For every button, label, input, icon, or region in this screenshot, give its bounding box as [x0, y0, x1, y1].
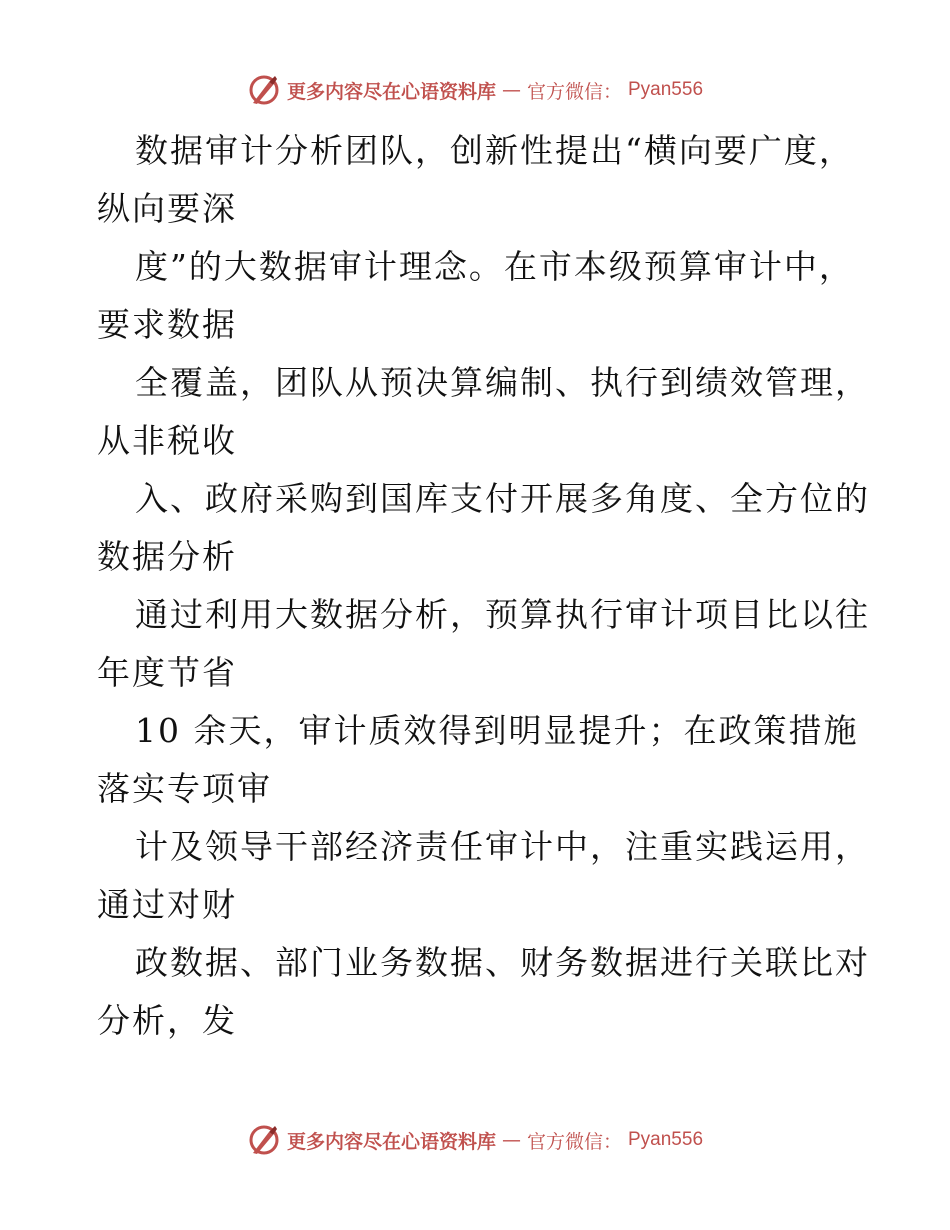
paragraph	[97, 702, 867, 818]
paragraph-line: 年度节省	[97, 653, 237, 692]
paragraph-line: 落实专项审	[97, 769, 272, 808]
paragraph-line: 通过利用大数据分析，预算执行审计项目比以往	[135, 595, 870, 634]
paragraph-line: 计及领导干部经济责任审计中，注重实践运用，	[135, 827, 870, 866]
paragraph-line: 数据审计分析团队，创新性提出“横向要广度，	[135, 131, 854, 170]
watermark-dash: —	[501, 1129, 521, 1151]
document-body	[97, 122, 870, 1050]
paragraph-line: 要求数据	[97, 305, 237, 344]
watermark-wechat-id: Pyan556	[628, 79, 704, 100]
paragraph-line: 10 余天，审计质效得到明显提升；在政策措施	[135, 711, 859, 750]
paragraph	[97, 934, 870, 1050]
paragraph	[97, 238, 867, 354]
paragraph-line: 从非税收	[97, 421, 237, 460]
paragraph-line: 通过对财	[97, 885, 237, 924]
paragraph-line: 数据分析	[97, 537, 237, 576]
paragraph-line: 全覆盖，团队从预决算编制、执行到绩效管理，	[135, 363, 870, 402]
paragraph	[97, 818, 870, 934]
watermark-brand: 更多内容尽在心语资料库	[286, 80, 496, 103]
watermark-official-label: 官方微信：	[526, 80, 622, 103]
paragraph-line: 纵向要深	[97, 189, 237, 228]
watermark-wechat-id: Pyan556	[628, 1129, 704, 1150]
paragraph-line: 入、政府采购到国库支付开展多角度、全方位的	[135, 479, 870, 518]
watermark-official-label: 官方微信：	[526, 1130, 622, 1153]
header-watermark	[0, 70, 950, 110]
paragraph	[97, 122, 867, 238]
watermark-brand: 更多内容尽在心语资料库	[286, 1130, 496, 1153]
paragraph-line: 政数据、部门业务数据、财务数据进行关联比对	[135, 943, 870, 982]
quill-pen-circle-icon	[247, 73, 281, 107]
quill-pen-circle-icon	[247, 1123, 281, 1157]
paragraph	[97, 470, 870, 586]
paragraph-line: 度”的大数据审计理念。在市本级预算审计中，	[135, 247, 854, 286]
paragraph-line: 分析，发	[97, 1001, 237, 1040]
paragraph	[97, 354, 870, 470]
paragraph	[97, 586, 870, 702]
watermark-dash: —	[501, 79, 521, 101]
footer-watermark	[0, 1120, 950, 1160]
